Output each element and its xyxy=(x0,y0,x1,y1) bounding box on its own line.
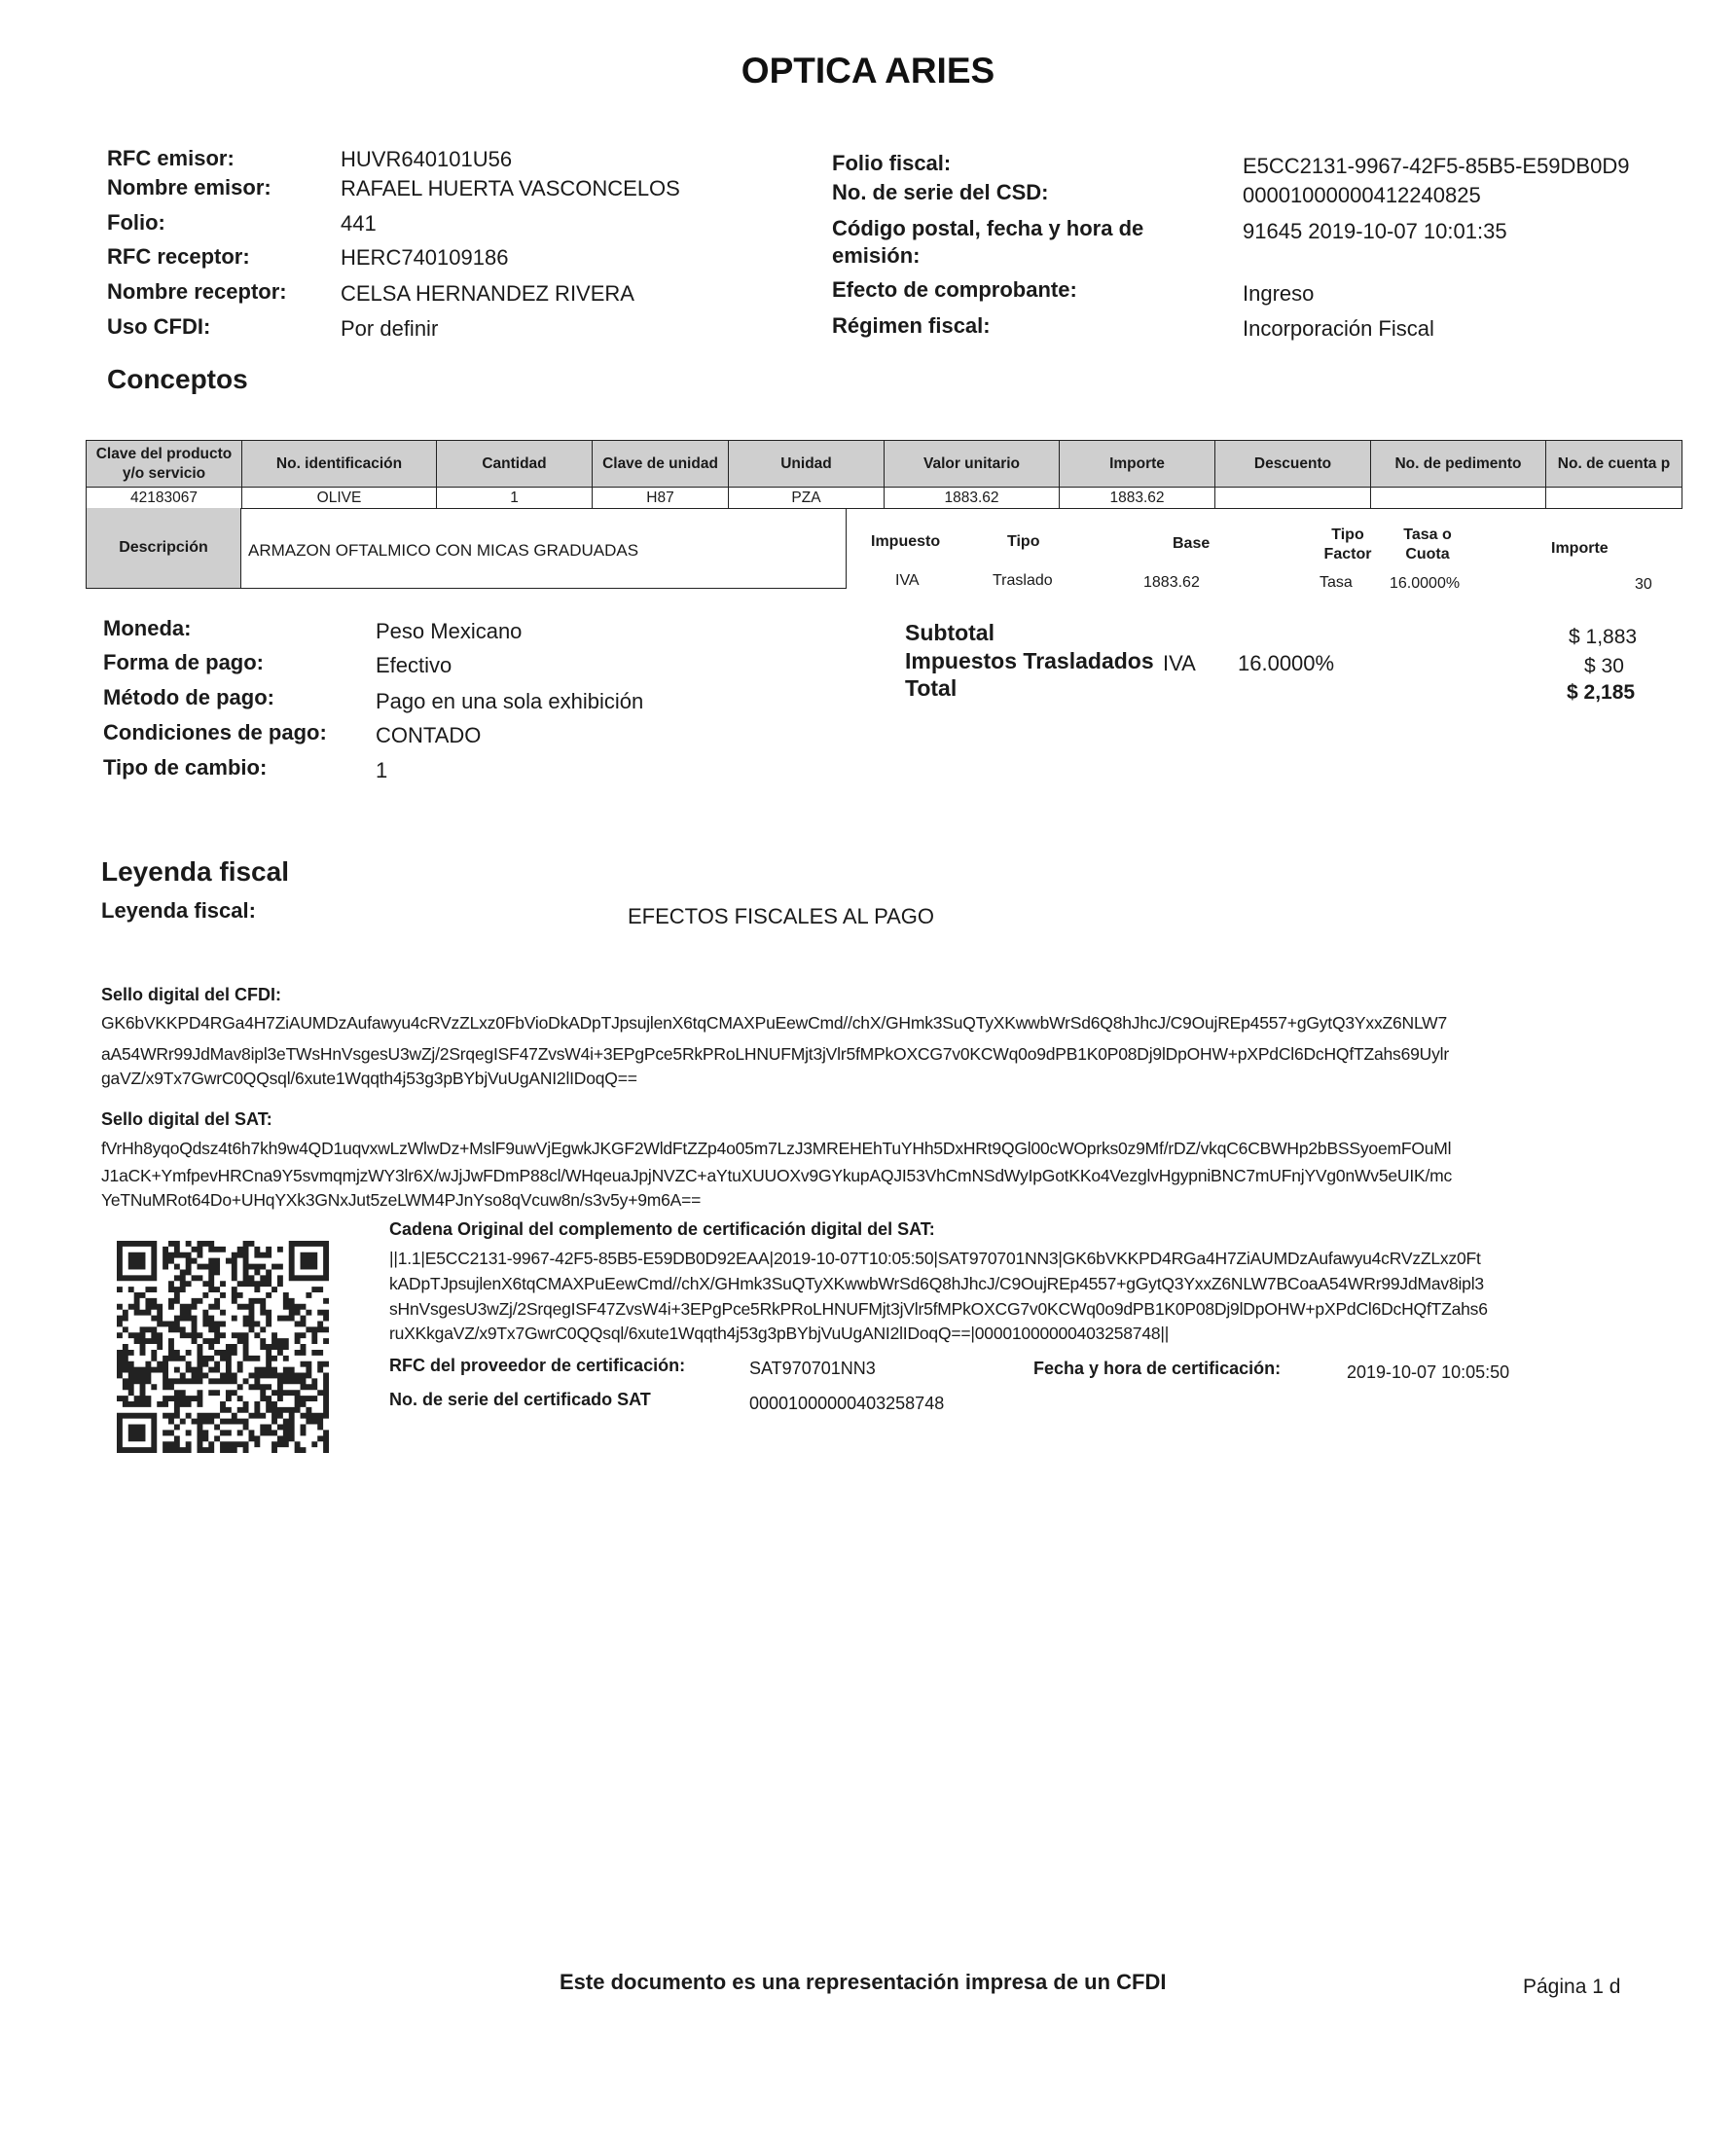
cell-valor-unitario: 1883.62 xyxy=(885,488,1060,509)
rfc-proveedor-value: SAT970701NN3 xyxy=(749,1359,876,1378)
subtotal-label: Subtotal xyxy=(905,620,995,645)
fecha-certificacion-value: 2019-10-07 10:05:50 xyxy=(1347,1362,1510,1382)
rfc-emisor-value: HUVR640101U56 xyxy=(341,147,513,171)
qr-finder-pattern xyxy=(117,1241,157,1281)
imp-header-importe: Importe xyxy=(1551,540,1609,557)
conceptos-header-row xyxy=(87,441,1682,488)
cp-fecha-value: 91645 2019-10-07 10:01:35 xyxy=(1243,219,1507,243)
uso-cfdi-value: Por definir xyxy=(341,316,439,341)
cell-pedimento xyxy=(1371,488,1546,509)
qr-finder-pattern xyxy=(289,1241,329,1281)
cell-identificacion: OLIVE xyxy=(242,488,437,509)
cadena-label: Cadena Original del complemento de certificación digital del SAT: xyxy=(389,1219,935,1239)
cadena-line: ||1.1|E5CC2131-9967-42F5-85B5-E59DB0D92EAA|2019-10-07T10:05:50|SAT970701NN3|GK6bVKKPD4RGa4H7ZiAUMDzAufawyu4cRVzZLxz0Ft xyxy=(389,1249,1481,1268)
impuestos-tasa: 16.0000% xyxy=(1238,651,1335,675)
col-header-clave: Clave del producto y/o servicio xyxy=(87,441,242,488)
sello-sat-line: fVrHh8yqoQdsz4t6h7kh9w4QD1uqvxwLzWlwDz+MslF9uwVjEgwkJKGF2WldFtZZp4o05m7LzJ3MREHEhTuYHh5DxHRt9QGl00cWOprks0z9Mf/rDZ/vkqC6CBWHp2bBSSyoemFOuMl xyxy=(101,1139,1452,1158)
sello-cfdi-line: gaVZ/x9Tx7GwrC0QQsql/6xute1Wqqth4j53g3pBYbjVuUgANI2lIDoqQ== xyxy=(101,1069,637,1088)
condiciones-label: Condiciones de pago: xyxy=(103,720,327,744)
total-label: Total xyxy=(905,675,958,701)
efecto-value: Ingreso xyxy=(1243,281,1315,306)
sello-cfdi-line: GK6bVKKPD4RGa4H7ZiAUMDzAufawyu4cRVzZLxz0FbVioDkADpTJpsujlenX6tqCMAXPuEewCmd//chX/GHmk3SuQTyXKwwbWrSd6Q8hJhcJ/C9OujREp4557+gGytQ3YxxZ6NLW7 xyxy=(101,1013,1448,1033)
nombre-emisor-value: RAFAEL HUERTA VASCONCELOS xyxy=(341,176,680,200)
regimen-label: Régimen fiscal: xyxy=(832,313,991,338)
imp-header-tipo: Tipo xyxy=(1007,533,1040,550)
fecha-certificacion-label: Fecha y hora de certificación: xyxy=(1033,1359,1282,1378)
page-number: Página 1 d xyxy=(1523,1976,1621,1998)
moneda-label: Moneda: xyxy=(103,616,192,640)
folio-fiscal-label: Folio fiscal: xyxy=(832,151,952,175)
sello-cfdi-label: Sello digital del CFDI: xyxy=(101,985,282,1004)
descripcion-box xyxy=(86,508,847,589)
cell-descuento xyxy=(1215,488,1371,509)
imp-importe: 30 xyxy=(1635,576,1652,593)
serie-csd-label: No. de serie del CSD: xyxy=(832,180,1049,204)
cell-unidad: PZA xyxy=(729,488,885,509)
leyenda-heading: Leyenda fiscal xyxy=(101,856,289,887)
nombre-receptor-label: Nombre receptor: xyxy=(107,279,287,304)
serie-sat-value: 00001000000403258748 xyxy=(749,1394,945,1413)
serie-sat-label: No. de serie del certificado SAT xyxy=(389,1390,651,1409)
folio-value: 441 xyxy=(341,211,377,236)
rfc-receptor-value: HERC740109186 xyxy=(341,245,509,270)
cell-cuenta xyxy=(1546,488,1682,509)
serie-csd-value: 00001000000412240825 xyxy=(1243,183,1481,207)
col-header-identificacion: No. identificación xyxy=(242,441,437,488)
footer-text: Este documento es una representación impresa de un CFDI xyxy=(560,1970,1167,1994)
folio-label: Folio: xyxy=(107,210,165,235)
col-header-importe: Importe xyxy=(1060,441,1215,488)
subtotal-value: $ 1,883 xyxy=(1569,626,1638,648)
folio-fiscal-value: E5CC2131-9967-42F5-85B5-E59DB0D9 xyxy=(1243,154,1630,178)
col-header-cantidad: Cantidad xyxy=(437,441,593,488)
moneda-value: Peso Mexicano xyxy=(376,619,523,643)
conceptos-table xyxy=(86,440,1682,509)
impuestos-value: $ 30 xyxy=(1584,655,1624,677)
imp-header-tasa: Tasa o Cuota xyxy=(1403,526,1452,562)
document-title: OPTICA ARIES xyxy=(741,51,995,91)
metodo-pago-value: Pago en una sola exhibición xyxy=(376,689,644,713)
col-header-descuento: Descuento xyxy=(1215,441,1371,488)
imp-tipo: Traslado xyxy=(993,572,1053,589)
sello-sat-label: Sello digital del SAT: xyxy=(101,1109,272,1129)
tipo-cambio-value: 1 xyxy=(376,758,388,782)
conceptos-heading: Conceptos xyxy=(107,364,248,394)
table-row xyxy=(87,488,1682,509)
col-header-unidad: Unidad xyxy=(729,441,885,488)
qr-code xyxy=(117,1241,329,1453)
condiciones-value: CONTADO xyxy=(376,723,482,747)
imp-tasa: 16.0000% xyxy=(1390,575,1461,592)
col-header-valor-unitario: Valor unitario xyxy=(885,441,1060,488)
impuestos-trasladados-label: Impuestos Trasladados xyxy=(905,648,1154,673)
metodo-pago-label: Método de pago: xyxy=(103,685,274,709)
cell-importe: 1883.62 xyxy=(1060,488,1215,509)
col-header-cuenta: No. de cuenta p xyxy=(1546,441,1682,488)
forma-pago-label: Forma de pago: xyxy=(103,650,265,674)
total-value: $ 2,185 xyxy=(1567,681,1636,704)
descripcion-label: Descripción xyxy=(87,508,241,588)
rfc-proveedor-label: RFC del proveedor de certificación: xyxy=(389,1356,686,1375)
cell-clave-unidad: H87 xyxy=(593,488,729,509)
cadena-line: kADpTJpsujlenX6tqCMAXPuEewCmd//chX/GHmk3SuQTyXKwwbWrSd6Q8hJhcJ/C9OujREp4557+gGytQ3YxxZ6NLW7BCoaA54WRr99JdMav8ipl3 xyxy=(389,1274,1484,1293)
cadena-line: ruXKkgaVZ/x9Tx7GwrC0QQsql/6xute1Wqqth4j53g3pBYbjVuUgANI2lIDoqQ==|00001000000403258748|| xyxy=(389,1324,1170,1343)
cell-clave: 42183067 xyxy=(87,488,242,509)
imp-header-tipo-factor: Tipo Factor xyxy=(1323,526,1372,562)
imp-base: 1883.62 xyxy=(1143,574,1200,591)
leyenda-label: Leyenda fiscal: xyxy=(101,898,256,923)
nombre-receptor-value: CELSA HERNANDEZ RIVERA xyxy=(341,281,634,306)
efecto-label: Efecto de comprobante: xyxy=(832,277,1077,302)
rfc-emisor-label: RFC emisor: xyxy=(107,146,235,170)
sello-sat-line: J1aCK+YmfpevHRCna9Y5svmqmjzWY3lr6X/wJjJwFDmP88cl/WHqeuaJpjNVZC+aYtuXUUOXv9GYkupAQJI53VhCmNSdWyIpGotKKo4VezglvHgypniBNC7mUFnjYVg0nWv5eUIK/mc xyxy=(101,1166,1453,1185)
cp-fecha-label-2: emisión: xyxy=(832,243,921,268)
tipo-cambio-label: Tipo de cambio: xyxy=(103,755,268,780)
sello-cfdi-line: aA54WRr99JdMav8ipl3eTWsHnVsgesU3wZj/2SrqegISF47ZvsW4i+3EPgPce5RkPRoLHNUFMjt3jVlr5fMPkOXCG7v0KCWq0o9dPB1K0P08Dj9lDpOHW+pXPdCl6DcHQfTZahs69Uylr xyxy=(101,1044,1449,1064)
qr-finder-pattern xyxy=(117,1413,157,1453)
imp-impuesto: IVA xyxy=(895,572,920,589)
nombre-emisor-label: Nombre emisor: xyxy=(107,175,271,200)
cadena-line: sHnVsgesU3wZj/2SrqegISF47ZvsW4i+3EPgPce5RkPRoLHNUFMjt3jVlr5fMPkOXCG7v0KCWq0o9dPB1K0P08Dj9lDpOHW+pXPdCl6DcHQfTZahs6 xyxy=(389,1299,1488,1319)
uso-cfdi-label: Uso CFDI: xyxy=(107,314,211,339)
impuestos-tipo: IVA xyxy=(1163,651,1196,675)
imp-header-impuesto: Impuesto xyxy=(871,533,941,550)
rfc-receptor-label: RFC receptor: xyxy=(107,244,250,269)
sello-sat-line: YeTNuMRot64Do+UHqYXk3GNxJut5zeLWM4PJnYso8qVcuw8n/s3v5y+9m6A== xyxy=(101,1190,702,1210)
cp-fecha-label-1: Código postal, fecha y hora de xyxy=(832,216,1144,240)
imp-tipo-factor: Tasa xyxy=(1320,574,1353,591)
regimen-value: Incorporación Fiscal xyxy=(1243,316,1434,341)
col-header-pedimento: No. de pedimento xyxy=(1371,441,1546,488)
leyenda-value: EFECTOS FISCALES AL PAGO xyxy=(628,904,935,928)
forma-pago-value: Efectivo xyxy=(376,653,452,677)
imp-header-base: Base xyxy=(1173,535,1211,552)
cell-cantidad: 1 xyxy=(437,488,593,509)
col-header-clave-unidad: Clave de unidad xyxy=(593,441,729,488)
descripcion-value: ARMAZON OFTALMICO CON MICAS GRADUADAS xyxy=(248,541,639,560)
